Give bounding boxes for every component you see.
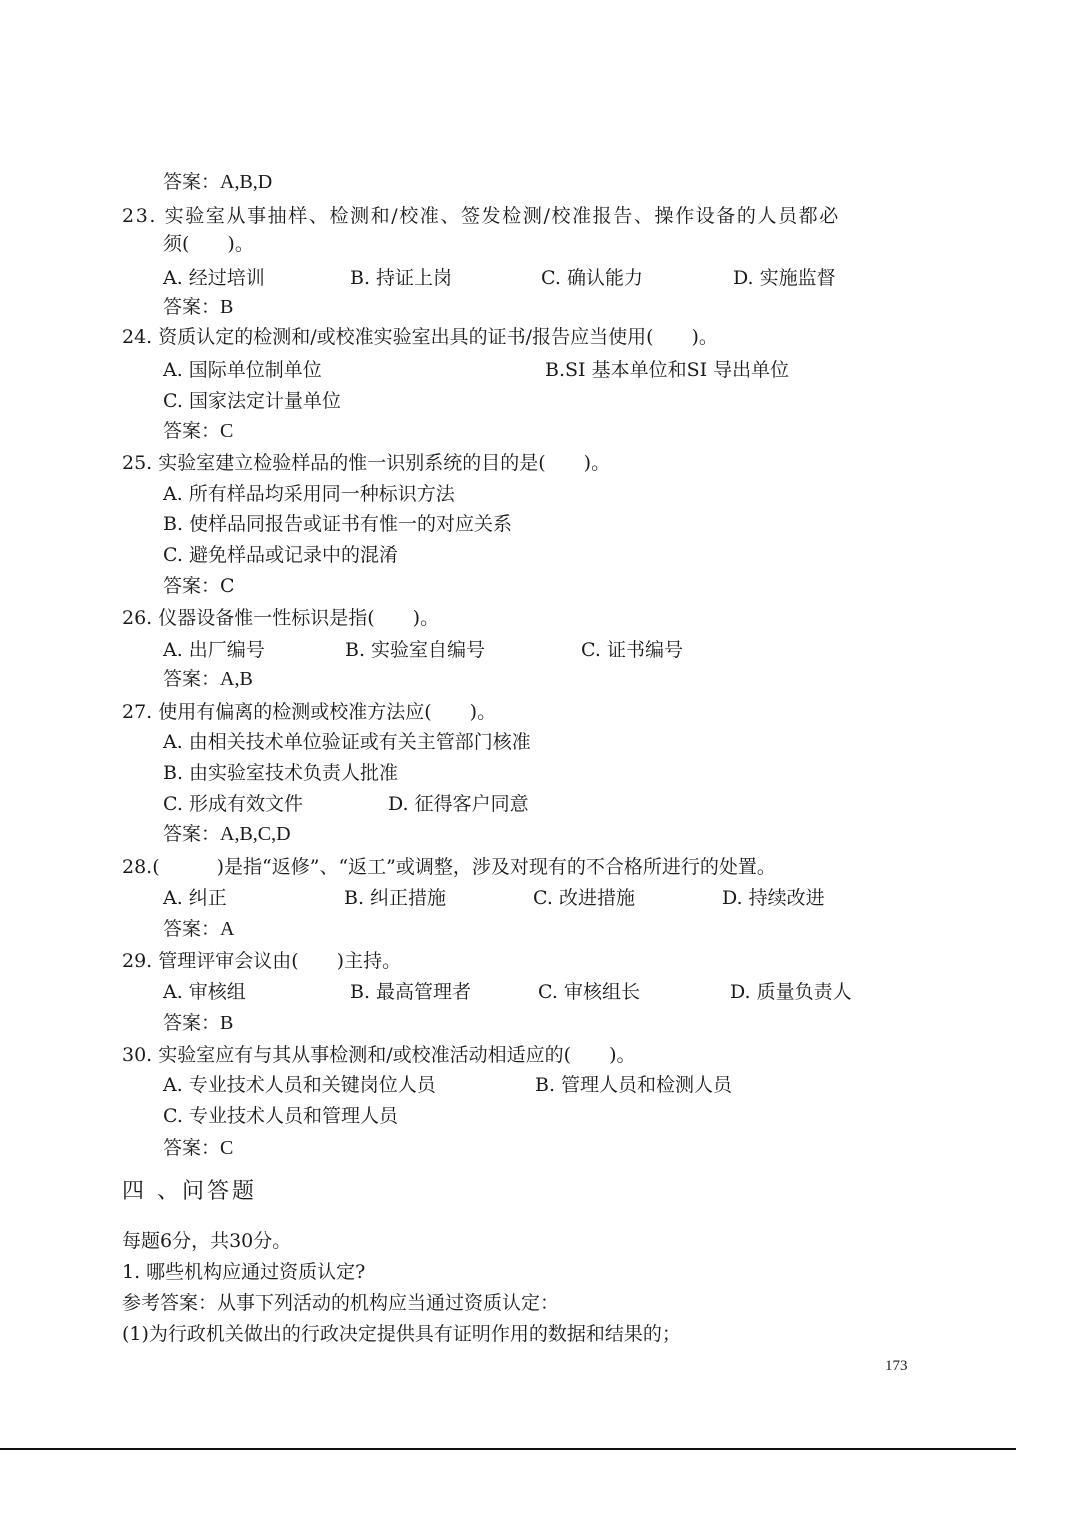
answer-value: C	[220, 1137, 234, 1159]
answer-value: A,B	[220, 668, 253, 690]
reference-answer: 参考答案：从事下列活动的机构应当通过资质认定：	[122, 1292, 560, 1314]
option-b: B. 持证上岗	[350, 267, 453, 289]
question-number: 25.	[122, 452, 153, 474]
answer-label: 答案：	[163, 668, 221, 690]
section-heading: 四 、问答题	[122, 1179, 257, 1204]
question-text: 资质认定的检测和/或校准实验室出具的证书/报告应当使用( )。	[158, 326, 718, 348]
reference-item-1: (1)为行政机关做出的行政决定提供具有证明作用的数据和结果的；	[122, 1323, 681, 1345]
footer-rule	[0, 1448, 1016, 1450]
answer-line	[163, 295, 233, 319]
option-c: C. 国家法定计量单位	[163, 390, 341, 412]
answer-line	[163, 1011, 233, 1035]
question-text: 管理评审会议由( )主持。	[158, 950, 402, 972]
question-23	[122, 204, 840, 228]
question-text: 使用有偏离的检测或校准方法应( )。	[158, 701, 497, 723]
option-c: C. 确认能力	[541, 267, 643, 289]
option-c: C. 证书编号	[581, 639, 683, 661]
option-c: C. 避免样品或记录中的混淆	[163, 544, 398, 566]
option-c: C. 形成有效文件	[163, 793, 303, 815]
answer-line	[163, 170, 272, 194]
question-number: 30.	[122, 1044, 153, 1066]
question-28	[122, 855, 776, 879]
answer-value: C	[220, 420, 234, 442]
option-b: B. 由实验室技术负责人批准	[163, 762, 399, 784]
question-number: 28.	[122, 856, 153, 878]
question-number: 24.	[122, 326, 153, 348]
answer-line	[163, 1136, 233, 1160]
question-25	[122, 451, 610, 475]
option-d: D. 持续改进	[722, 887, 825, 909]
option-d: D. 实施监督	[733, 267, 836, 289]
answer-label: 答案：	[163, 296, 221, 318]
option-a: A. 审核组	[163, 981, 246, 1003]
question-text: 实验室建立检验样品的惟一识别系统的目的是( )。	[158, 452, 611, 474]
option-b: B.SI 基本单位和SI 导出单位	[545, 359, 790, 381]
answer-value: A,B,C,D	[220, 823, 291, 845]
answer-line	[163, 419, 233, 443]
option-a: A. 纠正	[163, 887, 227, 909]
option-a: A. 国际单位制单位	[163, 359, 322, 381]
question-number: 23.	[122, 205, 158, 227]
question-text: 实验室应有与其从事检测和/或校准活动相适应的( )。	[158, 1044, 636, 1066]
option-a: A. 由相关技术单位验证或有关主管部门核准	[163, 731, 531, 753]
option-b: B. 纠正措施	[344, 887, 447, 909]
essay-question-1: 1. 哪些机构应通过资质认定?	[122, 1261, 366, 1283]
answer-label: 答案：	[163, 171, 221, 193]
page-number: 173	[885, 1358, 908, 1374]
answer-line	[163, 917, 234, 941]
question-number: 27.	[122, 701, 153, 723]
answer-label: 答案：	[163, 420, 221, 442]
answer-value: A	[220, 918, 235, 940]
question-23-continued: 须( )。	[163, 233, 254, 255]
question-27	[122, 700, 496, 724]
answer-value: C	[220, 575, 235, 597]
option-b: B. 实验室自编号	[345, 639, 486, 661]
answer-value: A,B,D	[220, 171, 273, 193]
question-text: ( )是指“返修”、“返工”或调整，涉及对现有的不合格所进行的处置。	[152, 856, 776, 878]
option-c: C. 改进措施	[533, 887, 635, 909]
option-d: D. 质量负责人	[730, 981, 852, 1003]
answer-label: 答案：	[163, 1012, 221, 1034]
question-text: 实验室从事抽样、检测和/校准、签发检测/校准报告、操作设备的人员都必	[164, 205, 840, 227]
option-b: B. 使样品同报告或证书有惟一的对应关系	[163, 513, 513, 535]
answer-value: B	[220, 1012, 234, 1034]
answer-value: B	[220, 296, 234, 318]
option-b: B. 最高管理者	[350, 981, 472, 1003]
option-b: B. 管理人员和检测人员	[535, 1074, 733, 1096]
option-d: D. 征得客户同意	[388, 793, 529, 815]
answer-label: 答案：	[163, 918, 221, 940]
option-a: A. 出厂编号	[163, 639, 265, 661]
option-c: C. 审核组长	[538, 981, 640, 1003]
question-number: 26.	[122, 607, 153, 629]
question-29	[122, 949, 401, 973]
answer-line	[163, 822, 291, 846]
answer-line	[163, 667, 253, 691]
answer-label: 答案：	[163, 823, 221, 845]
question-number: 29.	[122, 950, 153, 972]
option-c: C. 专业技术人员和管理人员	[163, 1105, 398, 1127]
question-24	[122, 325, 718, 349]
question-30	[122, 1043, 636, 1067]
answer-line	[163, 574, 235, 598]
option-a: A. 所有样品均采用同一种标识方法	[163, 483, 455, 505]
question-text: 仪器设备惟一性标识是指( )。	[158, 607, 440, 629]
option-a: A. 专业技术人员和关键岗位人员	[163, 1074, 436, 1096]
section-intro: 每题6分，共30分。	[122, 1230, 292, 1252]
option-a: A. 经过培训	[163, 267, 265, 289]
question-26	[122, 606, 439, 630]
answer-label: 答案：	[163, 575, 221, 597]
answer-label: 答案：	[163, 1137, 221, 1159]
